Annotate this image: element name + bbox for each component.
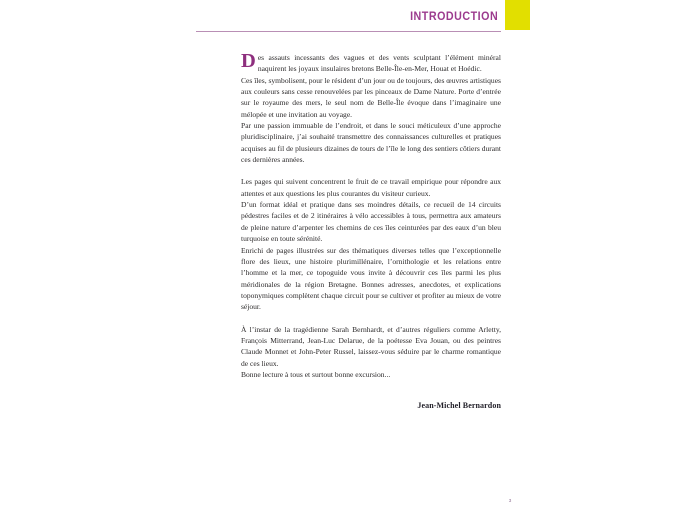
page-header: [0, 0, 700, 40]
paragraph-group: [241, 324, 501, 381]
page-number: 3: [508, 498, 512, 503]
page-title: INTRODUCTION: [410, 11, 499, 23]
yellow-color-block: [505, 0, 530, 30]
paragraph-group: [241, 176, 501, 312]
paragraph-group: [241, 52, 501, 165]
paragraph: Par une passion immuable de l’endroit, et dans le souci méticuleux d’une approche pluridisciplinaire, j’ai souhaité transmettre des connaissances culturelles et pratiques acquises au fil de plusieurs dizaines de tours de l’île le long des sentiers côtiers durant ces dernières années.: [241, 121, 501, 165]
author-signature: Jean-Michel Bernardon: [417, 401, 501, 410]
paragraph: À l’instar de la tragédienne Sarah Bernhardt, et d’autres réguliers comme Arletty, François Mitterrand, Jean-Luc Delarue, de la poétesse Eva Jouan, ou des peintres Claude Monnet et John-Peter Russel, laissez-vous séduire par le charme romantique de ces lieux.: [241, 324, 501, 368]
header-divider-rule: [196, 31, 501, 32]
paragraph: Les pages qui suivent concentrent le fruit de ce travail empirique pour répondre aux attentes et aux questions les plus courantes du visiteur curieux.: [241, 177, 501, 198]
paragraph: D’un format idéal et pratique dans ses moindres détails, ce recueil de 14 circuits pédestres faciles et de 2 itinéraires à vélo accessibles à tous, permettra aux amateurs de pleine nature d’arpenter les chemins de ces îles ceinturées par des eaux d’un bleu turquoise en toute sérénité.: [241, 200, 501, 244]
paragraph: Ces îles, symbolisent, pour le résident d’un jour ou de toujours, des œuvres artistiques aux couleurs sans cesse renouvelées par les pinceaux de Dame Nature. Porte d’entrée sur le royaume des mers, le seul nom de Belle-Île évoque dans l’imaginaire une mélopée et une invitation au voyage.: [241, 75, 501, 119]
paragraph: Bonne lecture à tous et surtout bonne excursion...: [241, 369, 391, 379]
paragraph: Enrichi de pages illustrées sur des thématiques diverses telles que l’exceptionnelle flore des lieux, une histoire plurimillénaire, l’ornithologie et les relations entre l’homme et la mer, ce topoguide vous invite à découvrir ces îles parmi les plus méridionales de la région Bretagne. Bonnes adresses, anecdotes, et explications toponymiques complètent chaque circuit pour se cultiver et profiter au mieux de votre séjour.: [241, 245, 501, 312]
body-text-column: [241, 52, 501, 380]
paragraph: Des assauts incessants des vagues et des vents sculptant l’élément minéral naquirent les joyaux insulaires bretons Belle-Île-en-Mer, Houat et Hoédic.: [241, 50, 501, 74]
